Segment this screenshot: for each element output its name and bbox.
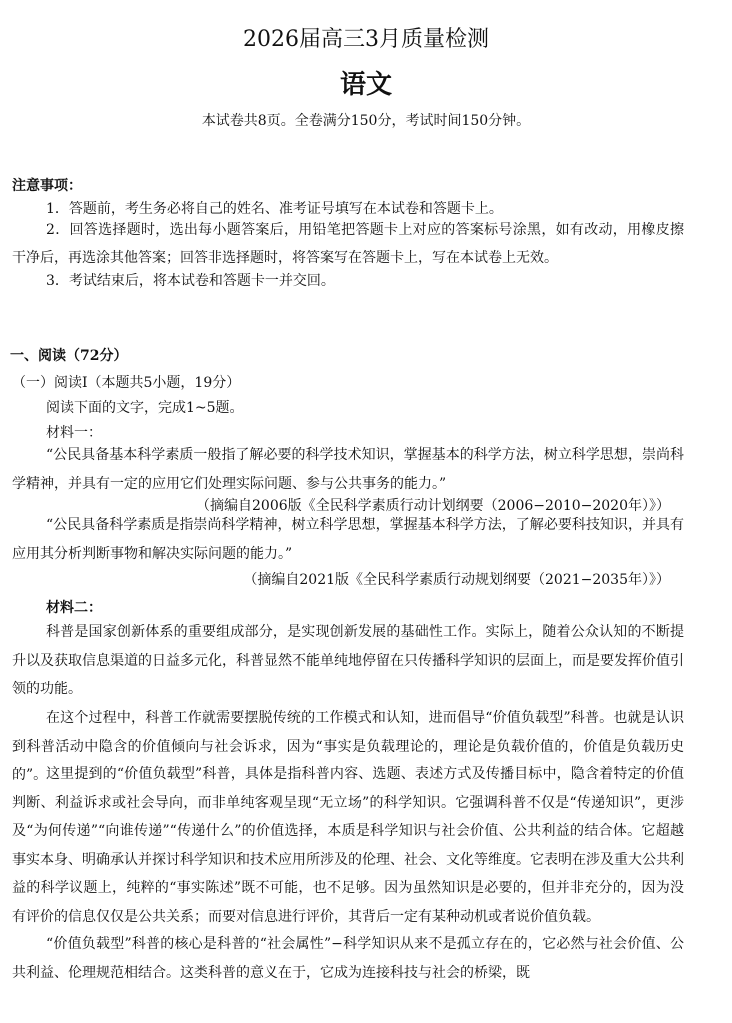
material-2-paragraph-2: 在这个过程中，科普工作就需要摆脱传统的工作模式和认知，进而倡导“价值负载型”科普。也就是认识到科普活动中隐含的价值倾向与社会诉求，因为“事实是负载理论的，理论是负载价值的，价值是负载历史的”。 (12, 710, 684, 783)
bottom-fade (420, 986, 732, 1023)
section-heading: 一、阅读（72分） (10, 348, 128, 364)
material-1-quote-1: “公民具备基本科学素质一般指了解必要的科学技术知识，掌握基本的科学方法，树立科学思想，崇尚科学精神，并具有一定的应用它们处理实际问题、参与公共事务的能力。” (12, 447, 684, 492)
exam-title: 2026届高三3月质量检测 (243, 27, 489, 52)
material-2-label: 材料二： (46, 600, 102, 616)
notice-item-2: 2．回答选择题时，选出每小题答案后，用铅笔把答题卡上对应的答案标号涂黑，如有改动，用橡皮擦干净后，再选涂其他答案；回答非选择题时，将答案写在答题卡上，写在本试卷上无效。 (12, 222, 684, 266)
material-2-paragraph-1: 科普是国家创新体系的重要组成部分，是实现创新发展的基础性工作。实际上，随着公众认知的不断提升以及获取信息渠道的日益多元化，科普显然不能单纯地停留在只传播科学知识的层面上，而是要发挥价值引领的功能。 (12, 624, 684, 697)
notice-item-1: 1．答题前，考生务必将自己的姓名、准考证号填写在本试卷和答题卡上。 (46, 201, 503, 217)
reading-instruction: 阅读下面的文字，完成1~5题。 (46, 400, 244, 416)
material-1-source-1: （摘编自2006版《全民科学素质行动计划纲要（2006−2010−2020年）》） (196, 498, 670, 514)
sub-section-heading: （一）阅读I（本题共5小题，19分） (12, 375, 241, 391)
exam-info: 本试卷共8页。全卷满分150分，考试时间150分钟。 (201, 113, 531, 129)
material-1-label: 材料一： (46, 425, 102, 441)
subject-title: 语文 (339, 70, 392, 100)
material-1-quote-2: “公民具备科学素质是指崇尚科学精神，树立科学思想，掌握基本科学方法，了解必要科技知识，并具有应用其分析判断事物和解决实际问题的能力。” (12, 517, 684, 562)
material-1-source-2: （摘编自2021版《全民科学素质行动规划纲要（2021−2035年）》） (243, 572, 670, 588)
material-2-paragraph-4: “价值负载型”科普的核心是科普的“社会属性”−科学知识从来不是孤立存在的，它必然与社会价值、公共利益、伦理规范相结合。这类科普的意义在于，它成为连接科技与社会的桥梁，既 (12, 936, 684, 981)
notice-item-3: 3．考试结束后，将本试卷和答题卡一并交回。 (46, 273, 335, 289)
notice-heading: 注意事项： (12, 178, 82, 194)
material-2-paragraph-3: 这里提到的“价值负载型”科普，具体是指科普内容、选题、表述方式及传播目标中，隐含着特定的价值判断、利益诉求或社会导向，而非单纯客观呈现“无立场”的科学知识。它强调科普不仅是“传递知识”，更涉及“为何传递”“向谁传递”“传递什么”的价值选择，本质是科学知识与社会价值、公共利益的结合体。它超越事实本身、明确承认并探讨科学知识和技术应用所涉及的伦理、社会、文化等维度。它表明在涉及重大公共利益的科学议题上，纯粹的“事实陈述”既不可能，也不足够。因为虽然知识是必要的，但并非充分的，因为没有评价的信息仅仅是公共关系；而要对信息进行评价，其背后一定有某种动机或者说价值负载。 (12, 766, 684, 925)
